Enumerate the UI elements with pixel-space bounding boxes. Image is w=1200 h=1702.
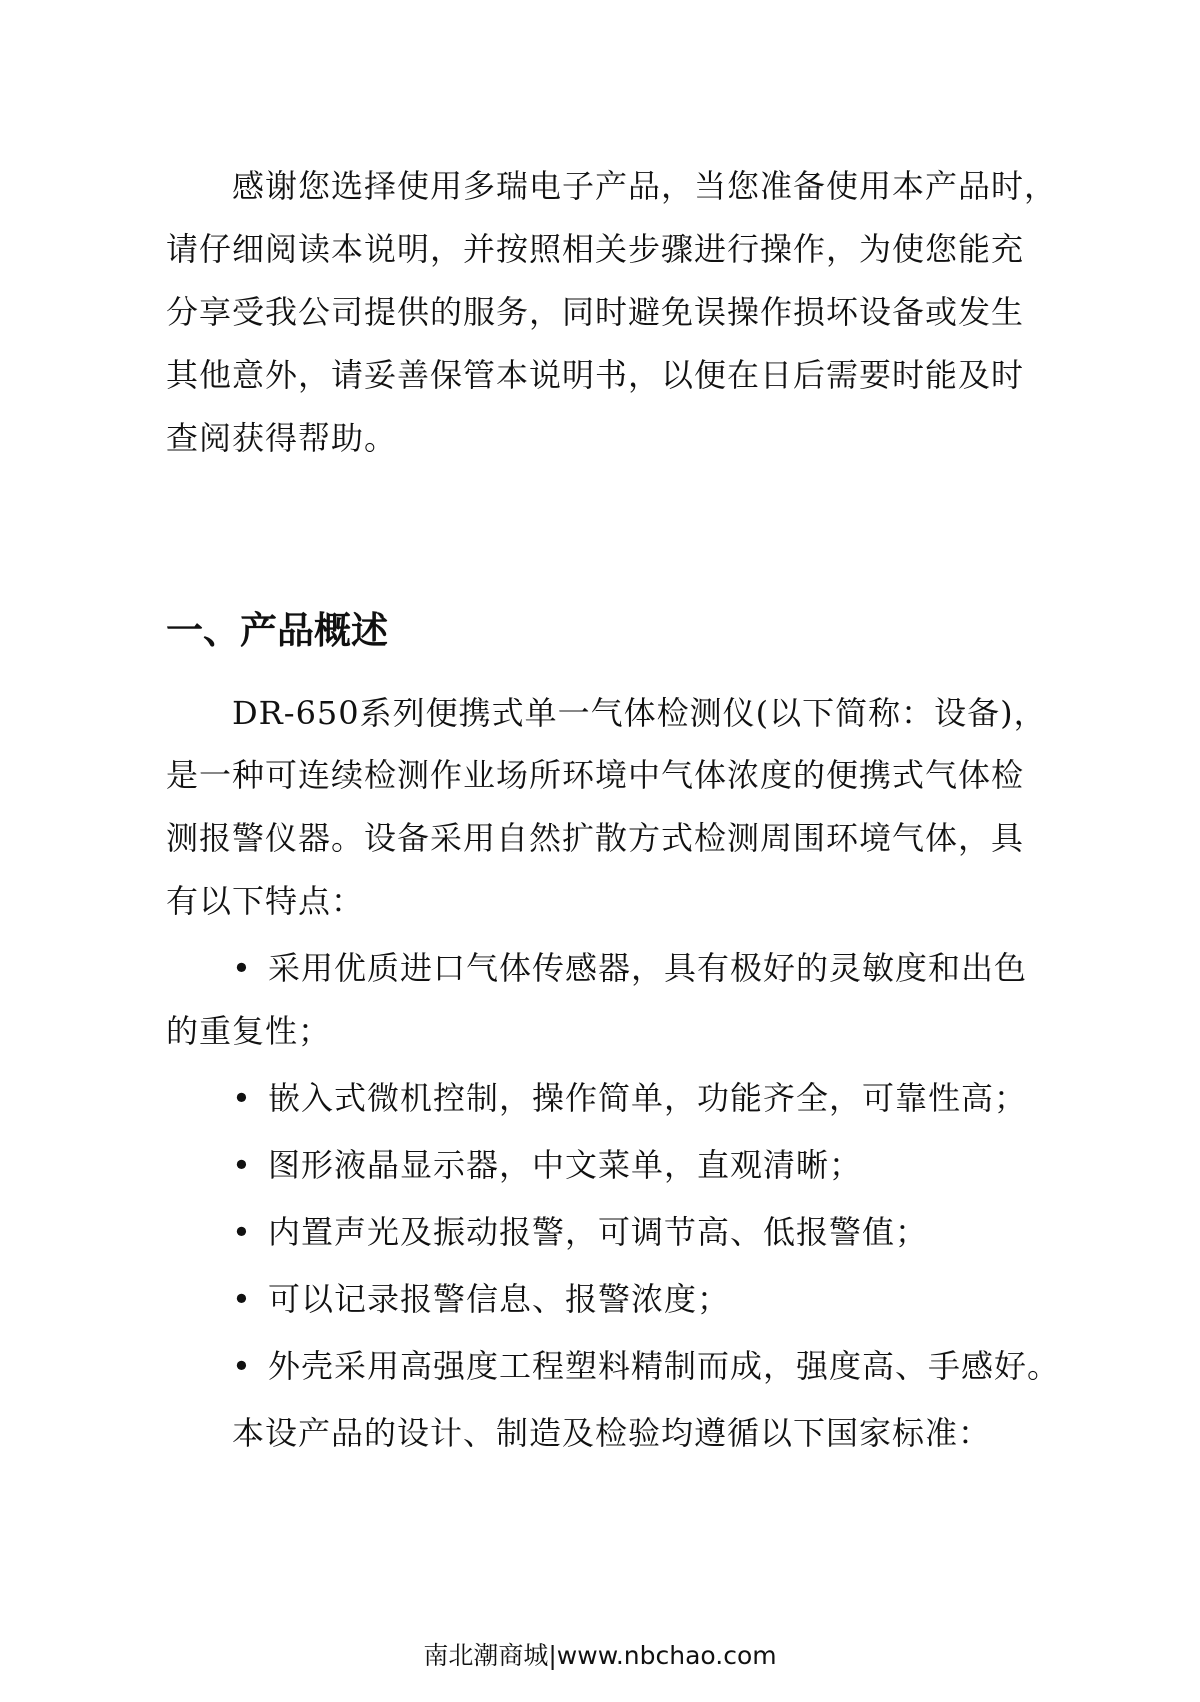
- bullet-icon: •: [232, 1146, 252, 1184]
- intro-line: 分享受我公司提供的服务，同时避免误操作损坏设备或发生: [166, 293, 1025, 331]
- bullet-icon: •: [232, 1079, 252, 1117]
- feature-item: [232, 1145, 862, 1185]
- bullet-icon: •: [232, 1280, 252, 1318]
- intro-line: 查阅获得帮助。: [166, 419, 398, 457]
- standards-intro: 本设产品的设计、制造及检验均遵循以下国家标准：: [232, 1414, 992, 1452]
- feature-text: 外壳采用高强度工程塑料精制而成，强度高、手感好。: [268, 1347, 1061, 1385]
- overview-line: 有以下特点：: [166, 882, 365, 920]
- overview-line: DR-650系列便携式单一气体检测仪(以下简称：设备)，: [232, 694, 1047, 732]
- intro-line: 感谢您选择使用多瑞电子产品，当您准备使用本产品时，: [232, 167, 1058, 205]
- feature-text: 图形液晶显示器，中文菜单，直观清晰；: [268, 1146, 863, 1184]
- feature-text-continuation: 的重复性；: [166, 1012, 332, 1050]
- feature-item: [232, 1346, 1060, 1386]
- feature-item: [232, 948, 1027, 988]
- feature-item: [232, 1279, 730, 1319]
- feature-text: 可以记录报警信息、报警浓度；: [268, 1280, 731, 1318]
- bullet-icon: •: [232, 1347, 252, 1385]
- feature-text: 内置声光及振动报警，可调节高、低报警值；: [268, 1213, 929, 1251]
- feature-item: [232, 1212, 928, 1252]
- feature-text: 采用优质进口气体传感器，具有极好的灵敏度和出色: [268, 949, 1028, 987]
- intro-line: 其他意外，请妥善保管本说明书，以便在日后需要时能及时: [166, 356, 1025, 394]
- bullet-icon: •: [232, 949, 252, 987]
- section-heading: 一、产品概述: [166, 609, 388, 652]
- footer-watermark: 南北潮商城|www.nbchao.com: [423, 1641, 777, 1670]
- feature-item: [232, 1078, 1027, 1118]
- intro-line: 请仔细阅读本说明，并按照相关步骤进行操作，为使您能充: [166, 230, 1025, 268]
- bullet-icon: •: [232, 1213, 252, 1251]
- overview-line: 是一种可连续检测作业场所环境中气体浓度的便携式气体检: [166, 756, 1025, 794]
- feature-text: 嵌入式微机控制，操作简单，功能齐全，可靠性高；: [268, 1079, 1028, 1117]
- overview-line: 测报警仪器。设备采用自然扩散方式检测周围环境气体，具: [166, 819, 1025, 857]
